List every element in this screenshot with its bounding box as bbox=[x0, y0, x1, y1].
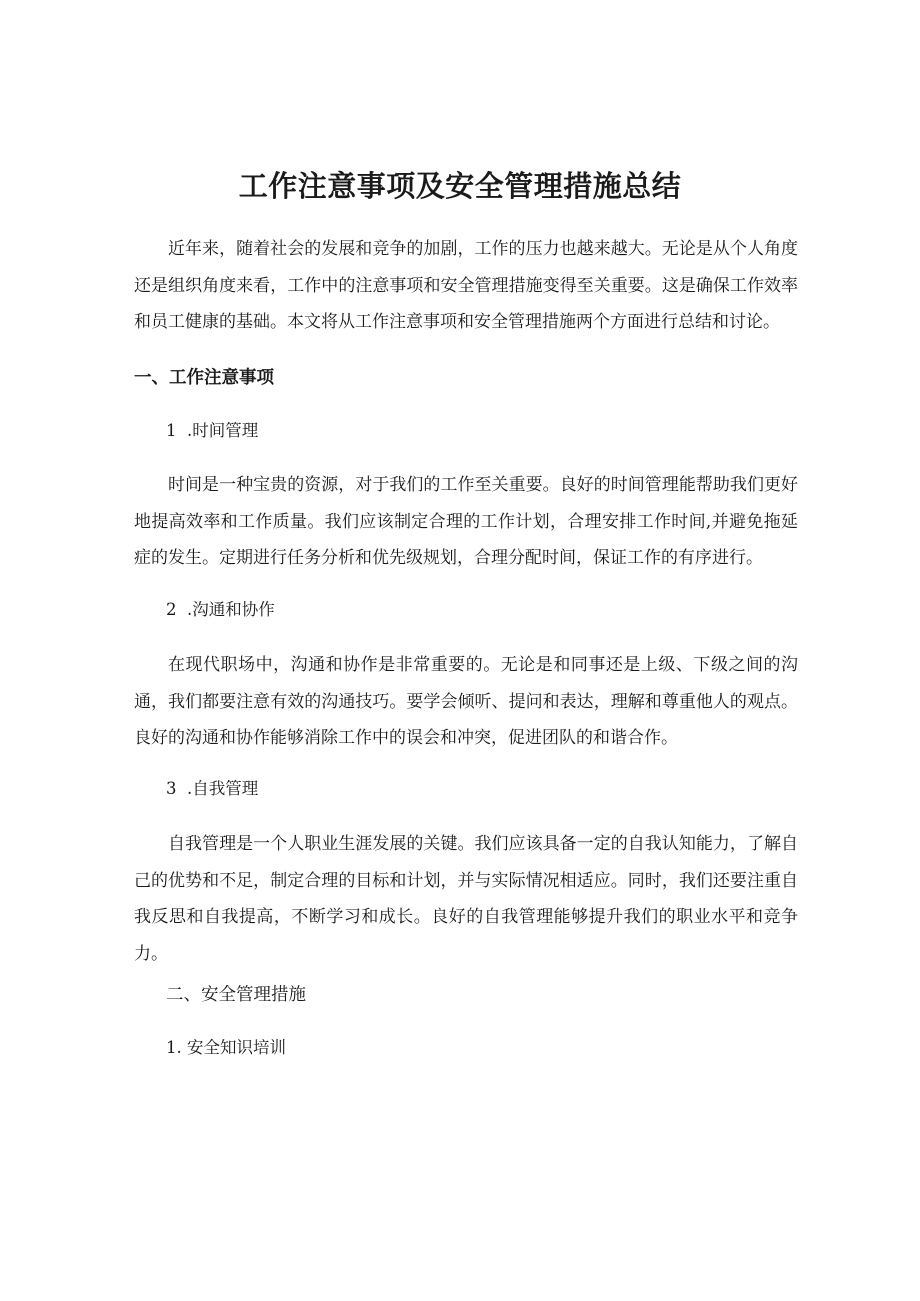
section-heading-safety-measures: 二、安全管理措施 bbox=[166, 985, 306, 1005]
intro-paragraph: 近年来，随着社会的发展和竞争的加剧，工作的压力也越来越大。无论是从个人角度还是组织角度来看，工作中的注意事项和安全管理措施变得至关重要。这是确保工作效率和员工健康的基础。本文将从工作注意事项和安全管理措施两个方面进行总结和讨论。 bbox=[134, 239, 798, 332]
subsection-heading-safety-training: 1. 安全知识培训 bbox=[166, 1038, 286, 1057]
document-title: 工作注意事项及安全管理措施总结 bbox=[238, 169, 682, 203]
subsection-heading-communication: 2 .沟通和协作 bbox=[166, 600, 275, 619]
section-heading-work-notes: 一、工作注意事项 bbox=[134, 368, 274, 388]
paragraph-time-management: 时间是一种宝贵的资源，对于我们的工作至关重要。良好的时间管理能帮助我们更好地提高效率和工作质量。我们应该制定合理的工作计划，合理安排工作时间,并避免拖延症的发生。定期进行任务分析和优先级规划，合理分配时间，保证工作的有序进行。 bbox=[134, 475, 798, 568]
subsection-heading-time-management: 1 .时间管理 bbox=[166, 421, 259, 440]
paragraph-communication: 在现代职场中，沟通和协作是非常重要的。无论是和同事还是上级、下级之间的沟通，我们都要注意有效的沟通技巧。要学会倾听、提问和表达，理解和尊重他人的观点。良好的沟通和协作能够消除工作中的误会和冲突，促进团队的和谐合作。 bbox=[134, 655, 798, 748]
subsection-heading-self-management: 3 .自我管理 bbox=[166, 779, 259, 798]
paragraph-self-management: 自我管理是一个人职业生涯发展的关键。我们应该具备一定的自我认知能力，了解自己的优势和不足，制定合理的目标和计划，并与实际情况相适应。同时，我们还要注重自我反思和自我提高，不断学习和成长。良好的自我管理能够提升我们的职业水平和竞争力。 bbox=[134, 834, 798, 964]
